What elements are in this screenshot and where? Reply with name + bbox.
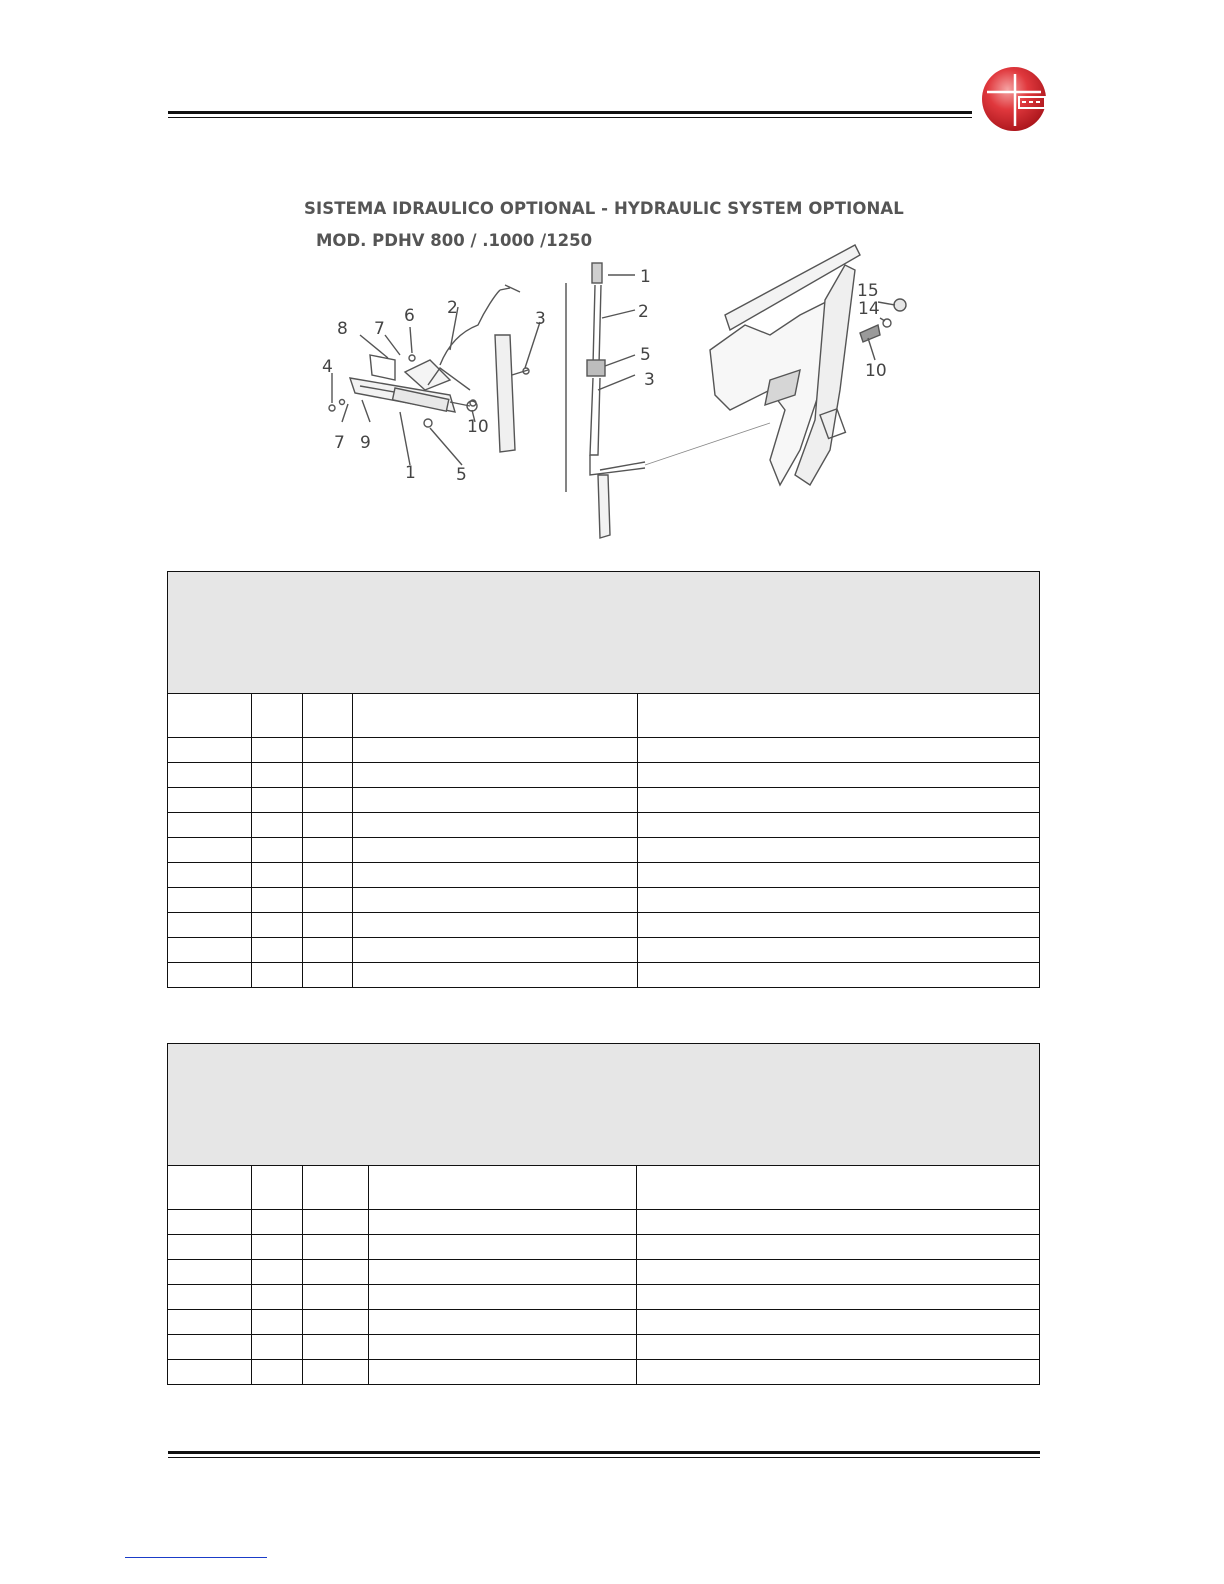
callout-rod-5: 5 (640, 345, 651, 365)
table-cell (302, 1235, 368, 1260)
table-cell (637, 963, 1039, 988)
table-cell (637, 813, 1039, 838)
table-cell (302, 1210, 368, 1235)
table-cell (251, 913, 302, 938)
table-cell (352, 738, 637, 763)
table-cell (368, 1310, 636, 1335)
callout-rod-3: 3 (644, 370, 655, 390)
parts-table-1 (167, 571, 1040, 988)
table-cell (637, 738, 1039, 763)
table-cell (168, 888, 251, 913)
table-row (168, 963, 1039, 988)
table-cell (168, 963, 251, 988)
table-cell (251, 1260, 302, 1285)
table-row (168, 913, 1039, 938)
table-cell (302, 888, 352, 913)
table-cell (302, 963, 352, 988)
table-row (168, 1285, 1039, 1310)
col-header-description-en (637, 694, 1039, 738)
callout-frame-10: 10 (865, 361, 887, 381)
col-header-qty (302, 1166, 368, 1210)
table-row (168, 813, 1039, 838)
table-cell (302, 788, 352, 813)
table-cell (168, 863, 251, 888)
table-cell (168, 838, 251, 863)
table-cell (251, 963, 302, 988)
callout-7: 7 (374, 319, 385, 339)
table-cell (251, 888, 302, 913)
table-cell (352, 913, 637, 938)
callout-9: 9 (360, 433, 371, 453)
footer-link-underline[interactable] (125, 1557, 267, 1558)
table-cell (168, 763, 251, 788)
table-cell (368, 1260, 636, 1285)
table-row (168, 763, 1039, 788)
table-cell (352, 888, 637, 913)
table-2-grid (168, 1166, 1039, 1384)
table-cell (251, 1310, 302, 1335)
table-cell (168, 1285, 251, 1310)
callout-8: 8 (337, 319, 348, 339)
footer-rule (168, 1451, 1040, 1458)
table-1-header-band (168, 572, 1039, 694)
col-header-code (168, 1166, 251, 1210)
table-cell (302, 813, 352, 838)
table-cell (302, 1360, 368, 1385)
col-header-code (168, 694, 251, 738)
table-row (168, 938, 1039, 963)
table-cell (168, 788, 251, 813)
callout-6: 6 (404, 306, 415, 326)
table-row (168, 738, 1039, 763)
callout-15: 15 (857, 281, 879, 301)
company-logo (979, 66, 1049, 132)
table-cell (637, 763, 1039, 788)
callout-rod-1: 1 (640, 267, 651, 287)
table-cell (251, 1360, 302, 1385)
callout-rod-2: 2 (638, 302, 649, 322)
table-cell (637, 788, 1039, 813)
table-cell (302, 738, 352, 763)
table-cell (637, 888, 1039, 913)
table-1-grid (168, 694, 1039, 987)
callout-5: 5 (456, 465, 467, 485)
figure-title: SISTEMA IDRAULICO OPTIONAL - HYDRAULIC SYSTEM OPTIONAL (304, 199, 904, 218)
table-cell (637, 938, 1039, 963)
table-cell (368, 1360, 636, 1385)
table-cell (352, 813, 637, 838)
table-cell (302, 1285, 368, 1310)
table-cell (251, 738, 302, 763)
table-cell (251, 763, 302, 788)
table-cell (251, 938, 302, 963)
table-cell (368, 1235, 636, 1260)
parts-table-2 (167, 1043, 1040, 1385)
table-cell (636, 1260, 1039, 1285)
table-cell (636, 1310, 1039, 1335)
table-cell (251, 1285, 302, 1310)
table-cell (302, 763, 352, 788)
col-header-pos (251, 1166, 302, 1210)
col-header-description-en (636, 1166, 1039, 1210)
table-cell (168, 813, 251, 838)
table-cell (302, 1260, 368, 1285)
callout-1: 1 (405, 463, 416, 483)
col-header-qty (302, 694, 352, 738)
table-row (168, 863, 1039, 888)
table-cell (637, 863, 1039, 888)
table-cell (168, 1235, 251, 1260)
table-row (168, 888, 1039, 913)
table-row (168, 1335, 1039, 1360)
table-cell (168, 913, 251, 938)
callout-10: 10 (467, 417, 489, 437)
table-row (168, 1210, 1039, 1235)
table-cell (636, 1335, 1039, 1360)
table-cell (251, 813, 302, 838)
table-cell (636, 1210, 1039, 1235)
table-1-column-header-row (168, 694, 1039, 738)
callout-14: 14 (858, 299, 880, 319)
table-cell (302, 1335, 368, 1360)
table-row (168, 1235, 1039, 1260)
figure-subtitle: MOD. PDHV 800 / .1000 /1250 (316, 231, 593, 250)
table-cell (637, 913, 1039, 938)
callout-2: 2 (447, 298, 458, 318)
table-row (168, 1310, 1039, 1335)
table-cell (251, 1210, 302, 1235)
table-cell (636, 1360, 1039, 1385)
table-cell (302, 863, 352, 888)
col-header-pos (251, 694, 302, 738)
table-cell (352, 863, 637, 888)
header-rule (168, 111, 972, 118)
col-header-description-it (368, 1166, 636, 1210)
table-cell (168, 738, 251, 763)
table-cell (168, 1310, 251, 1335)
callout-3: 3 (535, 309, 546, 329)
callout-7b: 7 (334, 433, 345, 453)
table-cell (352, 963, 637, 988)
exploded-parts-drawing (300, 190, 920, 550)
table-cell (251, 788, 302, 813)
table-row (168, 788, 1039, 813)
table-cell (302, 913, 352, 938)
table-2-column-header-row (168, 1166, 1039, 1210)
table-cell (352, 838, 637, 863)
table-cell (352, 938, 637, 963)
table-row (168, 838, 1039, 863)
table-cell (302, 838, 352, 863)
table-cell (636, 1285, 1039, 1310)
table-cell (168, 938, 251, 963)
table-cell (251, 863, 302, 888)
table-row (168, 1260, 1039, 1285)
table-cell (368, 1210, 636, 1235)
table-cell (352, 788, 637, 813)
table-cell (251, 838, 302, 863)
table-cell (168, 1360, 251, 1385)
table-cell (368, 1285, 636, 1310)
table-cell (168, 1335, 251, 1360)
table-cell (168, 1210, 251, 1235)
table-2-header-band (168, 1044, 1039, 1166)
col-header-description-it (352, 694, 637, 738)
table-cell (302, 938, 352, 963)
table-cell (251, 1335, 302, 1360)
table-cell (302, 1310, 368, 1335)
table-cell (637, 838, 1039, 863)
table-cell (352, 763, 637, 788)
callout-4: 4 (322, 357, 333, 377)
table-row (168, 1360, 1039, 1385)
table-cell (636, 1235, 1039, 1260)
table-cell (368, 1335, 636, 1360)
table-cell (168, 1260, 251, 1285)
table-cell (251, 1235, 302, 1260)
